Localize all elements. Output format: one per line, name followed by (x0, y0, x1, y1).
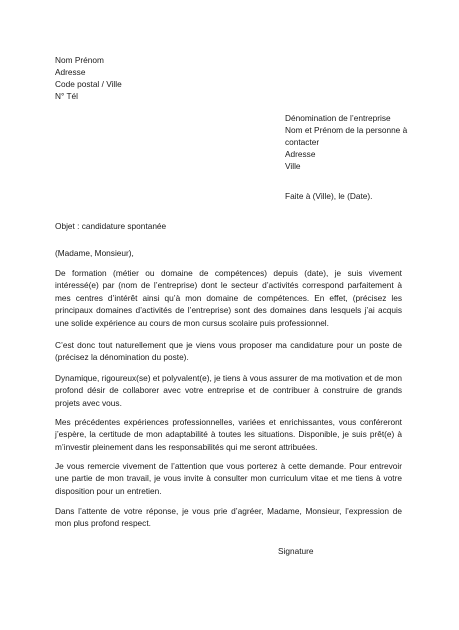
recipient-block (285, 112, 415, 172)
date-line: Faite à (Ville), le (Date). (285, 191, 373, 201)
paragraph-experience: Mes précédentes expériences professionnelles, variées et enrichissantes, vous conféreront j’espère, la certitude de mon adaptabilité à toutes les situations. Disponible, je suis prêt(e) à m’investir pleinement dans les responsabilités qui me seront attribuées. (55, 417, 402, 452)
recipient-contact: Nom et Prénom de la personne à contacter (285, 125, 408, 147)
paragraph-formation: De formation (métier ou domaine de compétences) depuis (date), je suis vivement intéressé(e) par (nom de l’entreprise) dont le secteur d’activités correspond parfaitement à mes centres d’intérêt ainsi qu’à mon domaine de compétences. En effet, (précisez les principaux domaines d’activités de l’entreprise) sont des domaines dans lesquels j’ai acquis une solide expérience au cours de mon cursus scolaire puis professionnel. (55, 268, 402, 328)
sender-address: Adresse (55, 67, 86, 77)
paragraph-motivation: Dynamique, rigoureux(se) et polyvalent(e), je tiens à vous assurer de ma motivation et de mon profond désir de collaborer avec votre entreprise et de contribuer à construire de grands projets avec vous. (55, 373, 402, 408)
sender-postal-city: Code postal / Ville (55, 79, 122, 89)
recipient-address: Adresse (285, 149, 316, 159)
paragraph-candidature: C’est donc tout naturellement que je viens vous proposer ma candidature pour un poste de (précisez la dénomination du poste). (55, 340, 402, 363)
signature: Signature (278, 546, 314, 556)
recipient-company: Dénomination de l’entreprise (285, 113, 391, 123)
paragraph-closing: Dans l’attente de votre réponse, je vous prie d’agréer, Madame, Monsieur, l’expression de mon plus profond respect. (55, 506, 402, 529)
sender-name: Nom Prénom (55, 55, 104, 65)
salutation: (Madame, Monsieur), (55, 248, 134, 258)
sender-phone: N° Tél (55, 91, 78, 101)
recipient-city: Ville (285, 161, 301, 171)
paragraph-remerciements: Je vous remercie vivement de l’attention que vous porterez à cette demande. Pour entrevoir une partie de mon travail, je vous invite à consulter mon curriculum vitae et me tiens à votre disposition pour un entretien. (55, 461, 402, 496)
sender-block (55, 54, 122, 102)
subject-line: Objet : candidature spontanée (55, 221, 167, 231)
